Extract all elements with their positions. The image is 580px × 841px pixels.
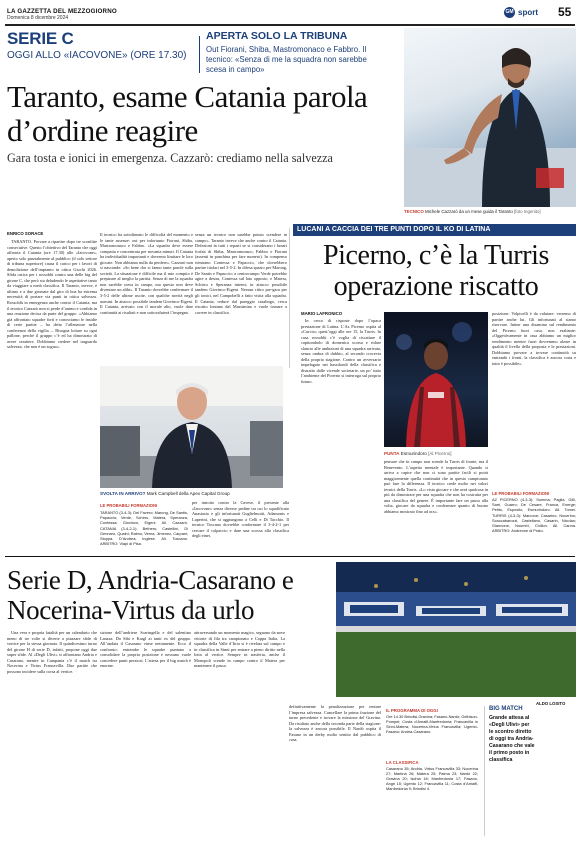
section-label: sport (518, 8, 538, 17)
article2-col1: In cerca di risposte dopo l’opaca prestazione di Latina. L’Az Picerno ospita al «Curcio» quest’oggi alle ore 15, la Turris. In casa rossoblù c’è voglia di riscattare il capitombolo di domenica scorsa e ridare slancio alle ambizioni di una squadra arrivata, senza ombra di dubbio, al secondo crocevia della propria stagione. Contro un avversario impelagato nei bassifondi della classifica e distratto dalle vicende societarie, un po’ tutto l’ambiente del Picerno si interroga sul proprio futuro. (301, 318, 381, 385)
esmurindoro-caption-text: Esmurindoro (400, 451, 427, 456)
campbell-photo (100, 366, 283, 488)
article2-col3: posizione. Volpicelli è da valutare: verremo di partire anche lui. Gli infortunati al siamo riservare. Intine una disamina sul rendimento del Picerno fuori casa, non esaltante: «Oggettivamente in casa abbiamo un miglior rendimento mentre fuori dovremmo alzare in qualità il livello della proposta e le prestazioni. Dobbiamo provare a trovare continuità su entrambi i fronti, la classifica è ancora corta e tutto è possibile». (492, 311, 576, 366)
article1-col2: Il tecnico ha sottolineato le difficoltà del momento e le tante assenze: out per infortunio Fiorani, Shiba, Mastromonaco e Fabbro. «La squadra deve essere compatta e concentrata per novanta minuti. Il Catania ha individualità importanti e dovremo limitare le loro giocate. Non abbiamo nulla da perdere». Cazzarò non si nasconde: «So bene che si fanno tante parole sulla società. La situazione è difficile ma il mio compito è preparare al meglio la partita. Senza di me la squadra non sarebbe scesa in campo, ma questo non deve diventare un alibi». Il Taranto dovrebbe confermare il 3-5-2 delle ultime uscite, con qualche novità negli uomini. In attacco possibile tandem Giovinco-Eigeni. Il Catania, arrivato con il morale alto, vuole dare continuità ai risultati e non sottovaluterà l’impegno. (100, 232, 193, 315)
league-title: SERIE C (7, 29, 74, 48)
page-number: 55 (558, 5, 572, 19)
masthead-date: Domenica 8 dicembre 2024 (7, 15, 69, 21)
standings-text: Casarano 35; Andria, Virtus Francavilla 33; Nocerina 27; Martina 26; Matera 25; Palma 23; Nardò 22; Gravina 20; Ischia 18; Manfredonia 17; Fasano, Angri 15; Ugento 12; Francavilla 11; Costa d’Amalfi, Manfredonia 9; Brindisi 4. (386, 766, 478, 792)
article3-col4: definitivamente la penalizzazione per tentare l’impresa salvezza. Cancellare la prima frazione del turno precedente e trovare la missione del Gravina. Da risultato anche della seconda parte della stagione: la salvezza è ancora possibile. Il Nardò ospita il Fasano in un derby molto sentito dal pubblico di casa. (289, 704, 381, 743)
lineups2-text: AZ PICERNO (4-3-3): Summa; Paglia, Gilli, Sarri, Guarro; De Cesare, Franca, Energe; Petito, Esposito, Esmurindoro. All. Tomei. TURRIS (4-3-3): Marcone; Casarino, Nocerino; Scaccabarozzi, Castellano, Casarin, Nicolao; Giannone, Noumbi, Chillon. All. Canna. ARBITRO: Andreone di Prato. (492, 497, 576, 534)
coach-caption-text: Michele Cazzarò da un mese guida il Taranto (425, 209, 513, 214)
lineups1-title: LE PROBABILI FORMAZIONI (100, 503, 158, 508)
stadium-photo (336, 562, 576, 697)
coach-photo-caption (404, 209, 576, 215)
article1-headline: Taranto, esame Catania parola d’ordine reagire (7, 79, 368, 148)
article1-col3: senza un tecnico non sarebbe potuto scendere in campo». Taranto invece che anche contro il Catania. Defezioni in tutti i reparti se si considerano i lunari forfait di Shiba, Mastromonaco, Fabbro e Fiorani (assenti in panchina per fare numero). In compenso rientrano Contessa e Papaccio, che dovrebbero partire titolari nel 3-5-2. In difesa spazio per Marong, De Santis e Papaccio; a centrocampo Verde potrebbe agire a destra, Contessa sul lato opposto, e Matera, Schirru e Speranza interni; in attacco possibile tandem Giovinco-Eigeni. Nessun ritiro pre-gara per gli ionici, nel Campobelli a fatto visita alla squadra. Il Catania, reduce dal pareggio casalingo, cerca riscatto lontano dal Massimino e vuole tornare a correre in classifica. (195, 232, 287, 315)
tribuna-title: APERTA SOLO LA TRIBUNA (206, 30, 348, 42)
campbell-caption-label: SVOLTA IN ARRIVO? (100, 491, 146, 496)
masthead-rule (5, 24, 575, 26)
article3-col1: Una vera e propria fatalità per un calendario che meno di tre volte si diverte a piazzare sfide di vertice per la stessa giornata. Il quindicesimo turno del girone H di serie D, infatti, propone oggi due super sfide. Al «Degli Ulivi» si affrontano Andria e Casarano, mentre in Campania c’è il match tra Nocerina e Virtus Francavilla. Due partite che possono incidere sulla corsa al vertice. (7, 630, 97, 674)
article1-subhead: Gara tosta e ionici in emergenza. Cazzarò: crediamo nella salvezza (7, 151, 333, 165)
lineups2-title: LE PROBABILI FORMAZIONI (492, 491, 550, 496)
coach-caption-label: TECNICO (404, 209, 424, 214)
esmurindoro-caption-label: PUNTA (384, 451, 400, 456)
article1-col4-rule (289, 228, 290, 368)
esmurindoro-photo (384, 312, 488, 447)
campbell-caption-text: Mark Campbell della Apex Capital Group (146, 491, 230, 496)
big-match-box (484, 706, 576, 836)
article3-col3: attraversando un momento magico, seguono da nove vittorie di fila tra campionato e Coppa Italia. La squadra della Valle d’Itria si è rivelata sul campo e in classifica in Sinni per entrare a pieno diritto nella lotta al vertice. Sempre in trasferta, anche il Monopoli scende in campo contro il Matera per mantenere il passo. (194, 630, 285, 669)
gazzetta-logo-icon: GM (504, 7, 515, 18)
coach-caption-credit: [foto Ingenito] (514, 209, 541, 214)
article2-band: LUCANI A CACCIA DEI TRE PUNTI DOPO IL KO DI LATINA (293, 224, 576, 236)
tribuna-text: Out Fiorani, Shiba, Mastromonaco e Fabbro. Il tecnico: «Senza di me la squadra non sarebbe scesa in campo» (206, 45, 367, 74)
article2-headline: Picerno, c’è la Turris operazione riscatto (322, 240, 550, 302)
lineups1-text: TARANTO (3-4-3): Del Favero; Marong, De Santis, Papaccio; Verde, Schirru, Matera, Speranza, Contessa; Giovinco, Eigeni. All. Cazzarò. CATANIA (3-4-2-1): Bethers; Castellini, Di Gennaro, Quaini; Raimo, Verna, Jimenez, Carpani; Stoppa, D’Andrea; Inglese. All. Toscano. ARBITRO: Viapi di Pisa. (100, 510, 188, 547)
section-badge (504, 7, 538, 18)
schedule-text: Ore 14.30 Brindisi-Gravina; Fasano-Nardò; Gelbison-Pompei; Costa d’Amalfi-Manfredonia; Francavilla in Sinni-Matera; Nocerina-Virtus Francavilla; Ugento-Fasano; Andria-Casarano. (386, 714, 478, 735)
esmurindoro-caption-credit: [Al Picerno] (428, 451, 452, 456)
article3-headline: Serie D, Andria-Casarano e Nocerina-Virtus da urlo (7, 565, 294, 625)
schedule-title: IL PROGRAMMA DI OGGI (386, 708, 438, 713)
kicker-divider (199, 36, 200, 73)
mid-rule (5, 556, 575, 557)
esmurindoro-caption (384, 451, 494, 457)
article2-col2: pensare che in campo non scende la Turris di fronte, ma il Benevento. L’aspetto mentale è importante. Quando si arriva a capire che non ci sono partite facili si potrà maggiormente quella continuità che in questo campionato può fare la differenza. Il tecnico crede molto nei valori tecnici della Turris. «Lo vista giocare e che avrà qualcosa in più da dimostrare per una squadra che non ha costruita per una classifica del genere. È importante fare un passo alla volta, giocare da squadra e confermare quanto di buono abbiamo mostrato fino ad ora». (384, 459, 488, 514)
standings-title: LA CLASSIFICA (386, 760, 419, 765)
article3-col2: sizione dell’andriese Scaringella e del salentino Lanzza. Da Sibi e Kragl ai tanti ex del gruppo. All’andata il Casarano vinse nettamente. Ecco il confronto: entrambe le squadre puntano a consolidare la propria posizione e nessuno vuole concedere punti preziosi. L’attesa per il big match è enorme. (100, 630, 191, 669)
coach-photo (404, 28, 576, 207)
article1-col1: TARANTO. Provare a ripartire dopo tre sconfitte consecutive. Questo l’obiettivo del Taranto che oggi affronta il Catania (ore 17.30) allo «Iacovone», aperto solo parzialmente al pubblico (il solo settore di tribuna superiore) causa il carico per i lavori di demolizione dell’impianto in ottica Giochi 2026. Sfida ostica per i rossoblù contro una delle big del girone C, che però sta deludendo le aspettative tanto da viaggiare a metà classifica. Il Taranto, invece, è ultimo e a due giornate dal giro di boa ha estrema necessità di portare via punti in ottica salvezza. Rossoblù in emergenza anche contro il Catania, ma il tecnico Cazzarò non si perde d’animo e confida in una reazione decisa da parte del gruppo. «Abbiamo già affrontato squadre forti e conosciamo le insidie di certe partite – ha detto l’allenatore nella conferenza della vigilia –. Bisogna lottare su ogni pallone, perché il gruppo c’è ed ha dimostrato di avere carattere. Dobbiamo credere nel traguardo salvezza, che non è un sogno». (7, 239, 97, 350)
masthead-paper: LA GAZZETTA DEL MEZZOGIORNO (7, 8, 117, 15)
campbell-caption (100, 491, 290, 497)
big-match-title: BIG MATCH (489, 706, 523, 712)
big-match-text: Grande attesa al «Degli Ulivi» per le scontro diretto di oggi tra Andria-Casarano che vale il primo posto in classifica (489, 715, 535, 763)
article2-byline: MARIO LAFRONICO (301, 311, 343, 316)
article1-col4: per introito contro la Cavese, il presente alla «Iacovone» senza diverse pedine tra cui lo squalificato Anastasio e gli infortunati Guglielmotti, Adamonis e Luperini, che si aggiungono a Celli e Di Tacchio. Il tecnico Toscano dovrebbe confermare il 3-4-2-1 per cercare il colpaccio e dare una scossa alla classifica degli etnei. (192, 500, 289, 539)
schedule-label: OGGI ALLO «IACOVONE» (ORE 17.30) (7, 50, 187, 61)
article1-byline: ENRICO SORACE (7, 231, 44, 236)
article3-byline: ALDO LOSITO (536, 701, 566, 706)
